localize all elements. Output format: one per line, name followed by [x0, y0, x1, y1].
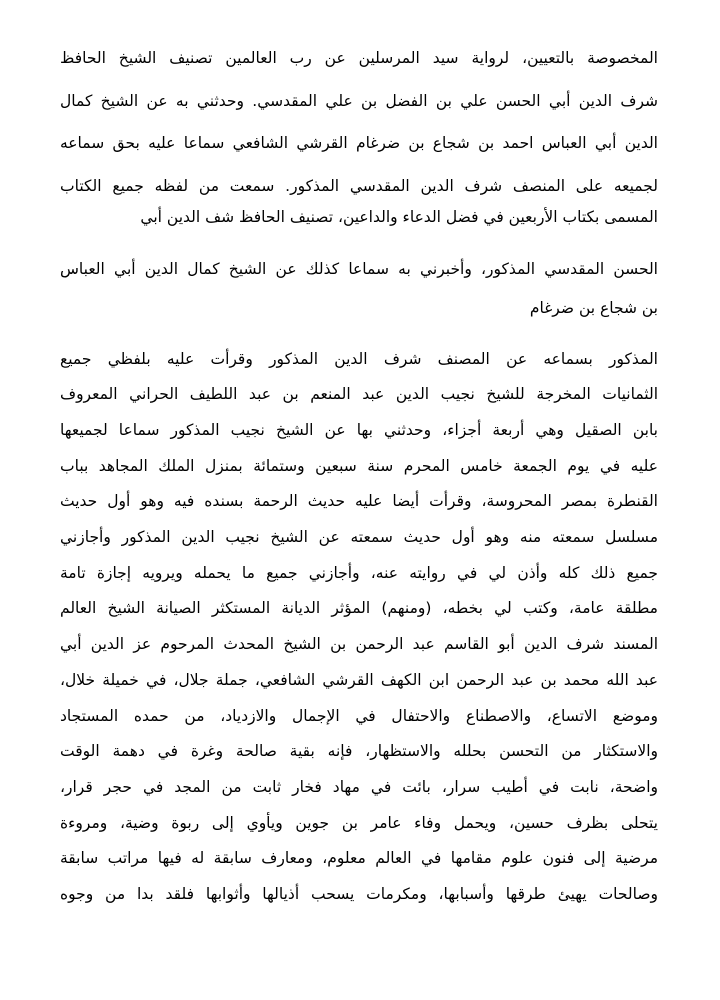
text-line: مرضية إلى فنون علوم مقامها في العالم معلوم، ومعارف سابقة له فيها مراتب سابقة	[60, 849, 658, 867]
text-line: المخصوصة بالتعيين، لرواية سيد المرسلين عن رب العالمين تصنيف الشيخ الحافظ	[60, 49, 658, 67]
text-line: واضحة، نابت في أطيب سرار، بائت في مهاد فخار ثابت من المجد في حجر قرار،	[60, 778, 658, 796]
text-line: والاستكثار من التحسن بحلله والاستظهار، فإنه بقية صالحة وغرة في دهمة الوقت	[60, 742, 658, 760]
text-line: المذكور بسماعه عن المصنف شرف الدين المذكور وقرأت عليه بلفظي جميع	[60, 350, 658, 368]
text-line: وموضع الاتساع، والاصطناع والاحتفال في الإجمال والازدياد، من حمده المستجاد	[60, 707, 658, 725]
text-line: مطلقة عامة، وكتب لي بخطه، (ومنهم) المؤثر الديانة المستكثر الصيانة الشيخ العالم	[60, 599, 658, 617]
text-line: الدين أبي العباس احمد بن شجاع بن ضرغام القرشي الشافعي سماعا عليه بحق سماعه	[60, 134, 658, 152]
text-line: يتحلى بظرف حسين، ويحمل وفاء عامر بن جوين ويأوي إلى ربوة وضية، ومروءة	[60, 814, 658, 832]
text-line: مسلسل سمعته منه وهو أول حديث سمعته عن الشيخ نجيب الدين المذكور وأجازني	[60, 528, 658, 546]
text-line: جميع ذلك كله وأذن لي في روايته عنه، وأجازني جميع ما يحمله ويرويه إجازة تامة	[60, 564, 658, 582]
text-line: وصالحات يهيئ طرقها وأسبابها، ومكرمات يسحب أذيالها وأثوابها فلقد بدا من وجوه	[60, 885, 658, 903]
text-line: القنطرة بمصر المحروسة، وقرأت أيضا عليه حديث الرحمة بسنده فيه وهو أول حديث	[60, 492, 658, 510]
text-line: عليه في يوم الجمعة خامس المحرم سنة سبعين وستمائة بمنزل الملك المجاهد بباب	[60, 457, 658, 475]
text-line: الحسن المقدسي المذكور، وأخبرني به سماعا كذلك عن الشيخ كمال الدين أبي العباس	[60, 260, 658, 278]
text-line: عبد الله محمد بن عبد الرحمن ابن الكهف القرشي الشافعي، جملة جلال، في خميلة خلال،	[60, 671, 658, 689]
text-line: لجميعه على المنصف شرف الدين المقدسي المذكور. سمعت من لفظه جميع الكتاب	[60, 177, 658, 195]
text-line: بابن الصقيل وهي أربعة أجزاء، وحدثني بها عن الشيخ نجيب المذكور سماعا لجميعها	[60, 421, 658, 439]
text-line: الثمانيات المخرجة للشيخ نجيب الدين عبد المنعم بن عبد اللطيف الحراني المعروف	[60, 385, 658, 403]
text-line: بن شجاع بن ضرغام	[529, 299, 658, 317]
text-line: شرف الدين أبي الحسن علي بن الفضل بن علي المقدسي. وحدثني به عن الشيخ كمال	[60, 92, 658, 110]
text-line: المسند شرف الدين أبو القاسم عبد الرحمن بن الشيخ المحدث المرحوم عز الدين أبي	[60, 635, 658, 653]
text-line: المسمى بكتاب الأربعين في فضل الدعاء والداعين، تصنيف الحافظ شف الدين أبي	[140, 208, 658, 226]
